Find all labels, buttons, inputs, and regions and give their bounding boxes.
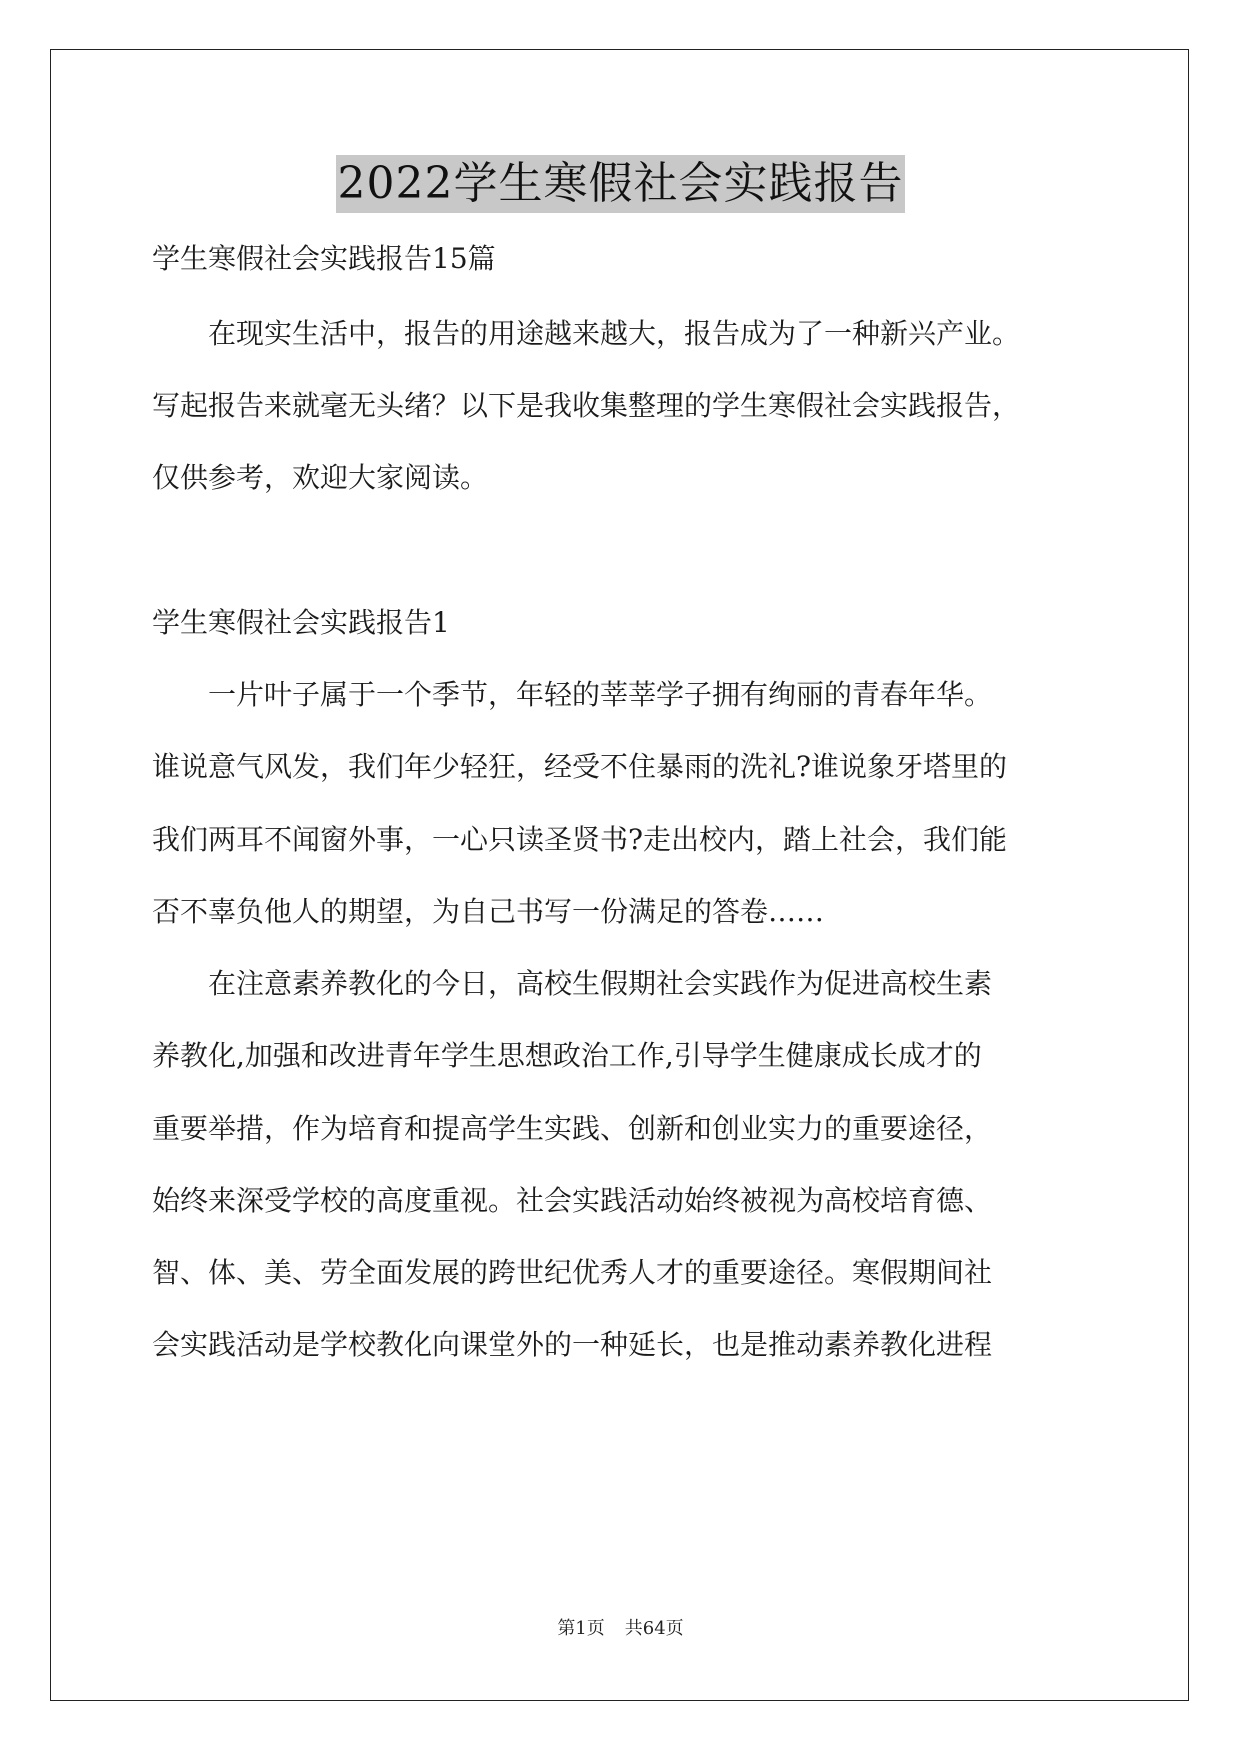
paragraph-line: 否不辜负他人的期望，为自己书写一份满足的答卷…… xyxy=(152,895,825,928)
paragraph-line: 智、体、美、劳全面发展的跨世纪优秀人才的重要途径。寒假期间社 xyxy=(152,1256,993,1289)
paragraph-line: 在现实生活中，报告的用途越来越大，报告成为了一种新兴产业。 xyxy=(152,317,1021,350)
paragraph-line: 我们两耳不闻窗外事，一心只读圣贤书?走出校内，踏上社会，我们能 xyxy=(152,823,1008,856)
page-total: 共64页 xyxy=(624,1618,684,1639)
paragraph-line: 一片叶子属于一个季节，年轻的莘莘学子拥有绚丽的青春年华。 xyxy=(152,678,993,711)
paragraph-line: 养教化,加强和改进青年学生思想政治工作,引导学生健康成长成才的 xyxy=(152,1039,982,1072)
section-heading: 学生寒假社会实践报告1 xyxy=(152,606,450,639)
page-number: 第1页 xyxy=(557,1618,605,1639)
paragraph-line: 重要举措，作为培育和提高学生实践、创新和创业实力的重要途径， xyxy=(152,1112,993,1145)
title-container xyxy=(0,155,1241,213)
subtitle: 学生寒假社会实践报告15篇 xyxy=(152,242,496,275)
paragraph-line: 写起报告来就毫无头绪？以下是我收集整理的学生寒假社会实践报告， xyxy=(152,389,1021,422)
paragraph-line: 在注意素养教化的今日，高校生假期社会实践作为促进高校生素 xyxy=(152,967,993,1000)
document-title: 2022学生寒假社会实践报告 xyxy=(336,155,906,213)
paragraph-line: 仅供参考，欢迎大家阅读。 xyxy=(152,461,489,494)
paragraph-line: 会实践活动是学校教化向课堂外的一种延长，也是推动素养教化进程 xyxy=(152,1328,993,1361)
paragraph-line: 谁说意气风发，我们年少轻狂，经受不住暴雨的洗礼?谁说象牙塔里的 xyxy=(152,750,1008,783)
page-footer xyxy=(0,1617,1241,1641)
paragraph-line: 始终来深受学校的高度重视。社会实践活动始终被视为高校培育德、 xyxy=(152,1184,993,1217)
page-border xyxy=(50,49,1189,1701)
